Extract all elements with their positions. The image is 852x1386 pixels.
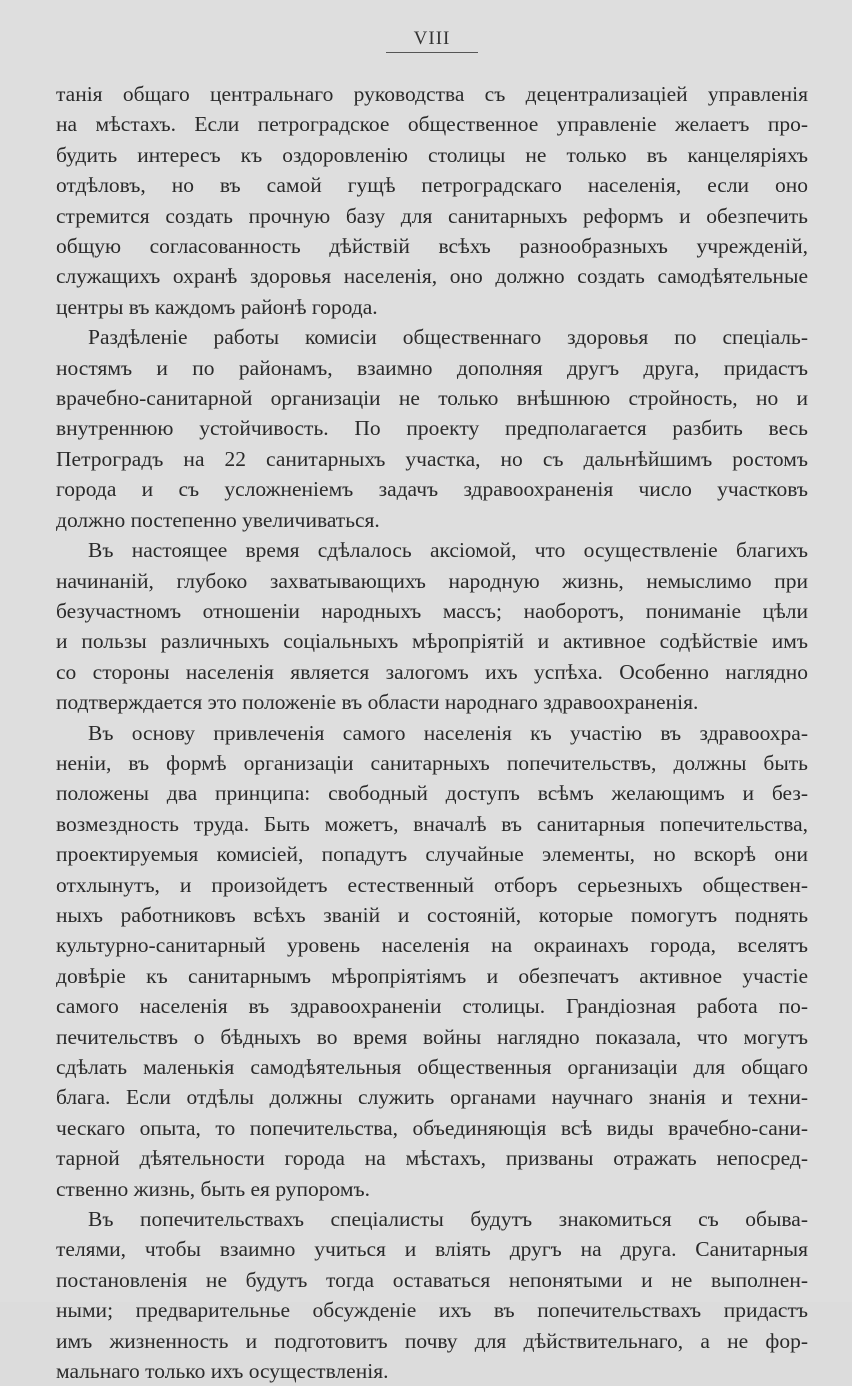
- text-line: отхлынутъ, и произойдетъ естественный отборъ серьезныхъ обществен-: [56, 872, 808, 897]
- text-line: начинаній, глубоко захватывающихъ народную жизнь, немыслимо при: [56, 568, 808, 593]
- page-header: [56, 28, 808, 53]
- text-line: положены два принципа: свободный доступъ всѣмъ желающимъ и без-: [56, 781, 808, 806]
- text-line: стремится создать прочную базу для санитарныхъ реформъ и обезпечить: [56, 203, 808, 228]
- text-line: врачебно-санитарной организаціи не только внѣшнюю стройность, но и: [56, 386, 808, 411]
- paragraph: [56, 535, 808, 717]
- text-line: имъ жизненность и подготовитъ почву для дѣйствительнаго, а не фор-: [56, 1328, 808, 1353]
- text-line: мальнаго только ихъ осуществленія.: [56, 1359, 389, 1384]
- paragraph: [56, 322, 808, 535]
- text-line: постановленія не будутъ тогда оставаться непонятыми и не выполнен-: [56, 1267, 808, 1292]
- text-line: довѣріе къ санитарнымъ мѣропріятіямъ и обезпечатъ активное участіе: [56, 963, 808, 988]
- text-line: проектируемыя комисіей, попадутъ случайные элементы, но вскорѣ они: [56, 842, 808, 867]
- paragraph: [56, 718, 808, 1205]
- text-line: Раздѣленіе работы комисіи общественнаго здоровья по спеціаль-: [88, 325, 808, 350]
- text-line: подтверждается это положеніе въ области народнаго здравоохраненія.: [56, 690, 699, 715]
- text-line: сдѣлать маленькія самодѣятельныя общественныя организаціи для общаго: [56, 1055, 808, 1079]
- document-body: [56, 79, 808, 1386]
- text-line: ныхъ работниковъ всѣхъ званій и состояній, которые помогутъ поднять: [56, 902, 808, 927]
- text-line: должно постепенно увеличиваться.: [56, 507, 380, 532]
- text-line: общую согласованность дѣйствій всѣхъ разнообразныхъ учрежденій,: [56, 234, 808, 259]
- text-line: танія общаго центральнаго руководства съ децентрализаціей управленія: [56, 82, 808, 106]
- text-line: служащихъ охранѣ здоровья населенія, оно должно создать самодѣятельные: [56, 264, 808, 289]
- paragraph: [56, 1204, 808, 1386]
- text-line: тарной дѣятельности города на мѣстахъ, призваны отражать непосред-: [56, 1146, 808, 1171]
- text-line: безучастномъ отношеніи народныхъ массъ; наоборотъ, пониманіе цѣли: [56, 598, 808, 623]
- text-line: Въ основу привлеченія самого населенія къ участію въ здравоохра-: [88, 720, 808, 745]
- text-line: ческаго опыта, то попечительства, объединяющія всѣ виды врачебно-сани-: [56, 1115, 808, 1140]
- text-line: Въ попечительствахъ спеціалисты будутъ знакомиться съ обыва-: [88, 1207, 808, 1232]
- text-line: ственно жизнь, быть ея рупоромъ.: [56, 1176, 370, 1201]
- text-line: внутреннюю устойчивость. По проекту предполагается разбить весь: [56, 416, 808, 441]
- text-line: со стороны населенія является залогомъ ихъ успѣха. Особенно наглядно: [56, 659, 808, 684]
- text-line: будить интересъ къ оздоровленію столицы не только въ канцеляріяхъ: [56, 142, 808, 167]
- text-line: и пользы различныхъ соціальныхъ мѣропріятій и активное содѣйствіе имъ: [56, 629, 808, 654]
- page-number: VIII: [386, 28, 479, 53]
- text-line: возмездность труда. Быть можетъ, вначалѣ въ санитарныя попечительства,: [56, 811, 808, 836]
- text-line: ностямъ и по районамъ, взаимно дополняя другъ друга, придастъ: [56, 355, 808, 380]
- text-line: на мѣстахъ. Если петроградское общественное управленіе желаетъ про-: [56, 112, 808, 137]
- text-line: блага. Если отдѣлы должны служить органами научнаго знанія и техни-: [56, 1085, 808, 1110]
- text-line: самого населенія въ здравоохраненіи столицы. Грандіозная работа по-: [56, 994, 808, 1019]
- text-line: города и съ усложненіемъ задачъ здравоохраненія число участковъ: [56, 477, 808, 502]
- paragraph: [56, 79, 808, 322]
- text-line: культурно-санитарный уровень населенія на окраинахъ города, вселятъ: [56, 933, 808, 958]
- text-line: ными; предварительнье обсужденіе ихъ въ попечительствахъ придастъ: [56, 1298, 808, 1323]
- text-line: центры въ каждомъ районѣ города.: [56, 294, 378, 319]
- text-line: неніи, въ формѣ организаціи санитарныхъ попечительствъ, должны быть: [56, 750, 808, 775]
- text-line: телями, чтобы взаимно учиться и вліять другъ на друга. Санитарныя: [56, 1237, 808, 1262]
- text-line: отдѣловъ, но въ самой гущѣ петроградскаго населенія, если оно: [56, 173, 808, 198]
- text-line: Въ настоящее время сдѣлалось аксіомой, что осуществленіе благихъ: [88, 538, 808, 563]
- text-line: печительствъ о бѣдныхъ во время войны наглядно показала, что могутъ: [56, 1024, 808, 1049]
- text-line: Петроградъ на 22 санитарныхъ участка, но съ дальнѣйшимъ ростомъ: [56, 446, 808, 471]
